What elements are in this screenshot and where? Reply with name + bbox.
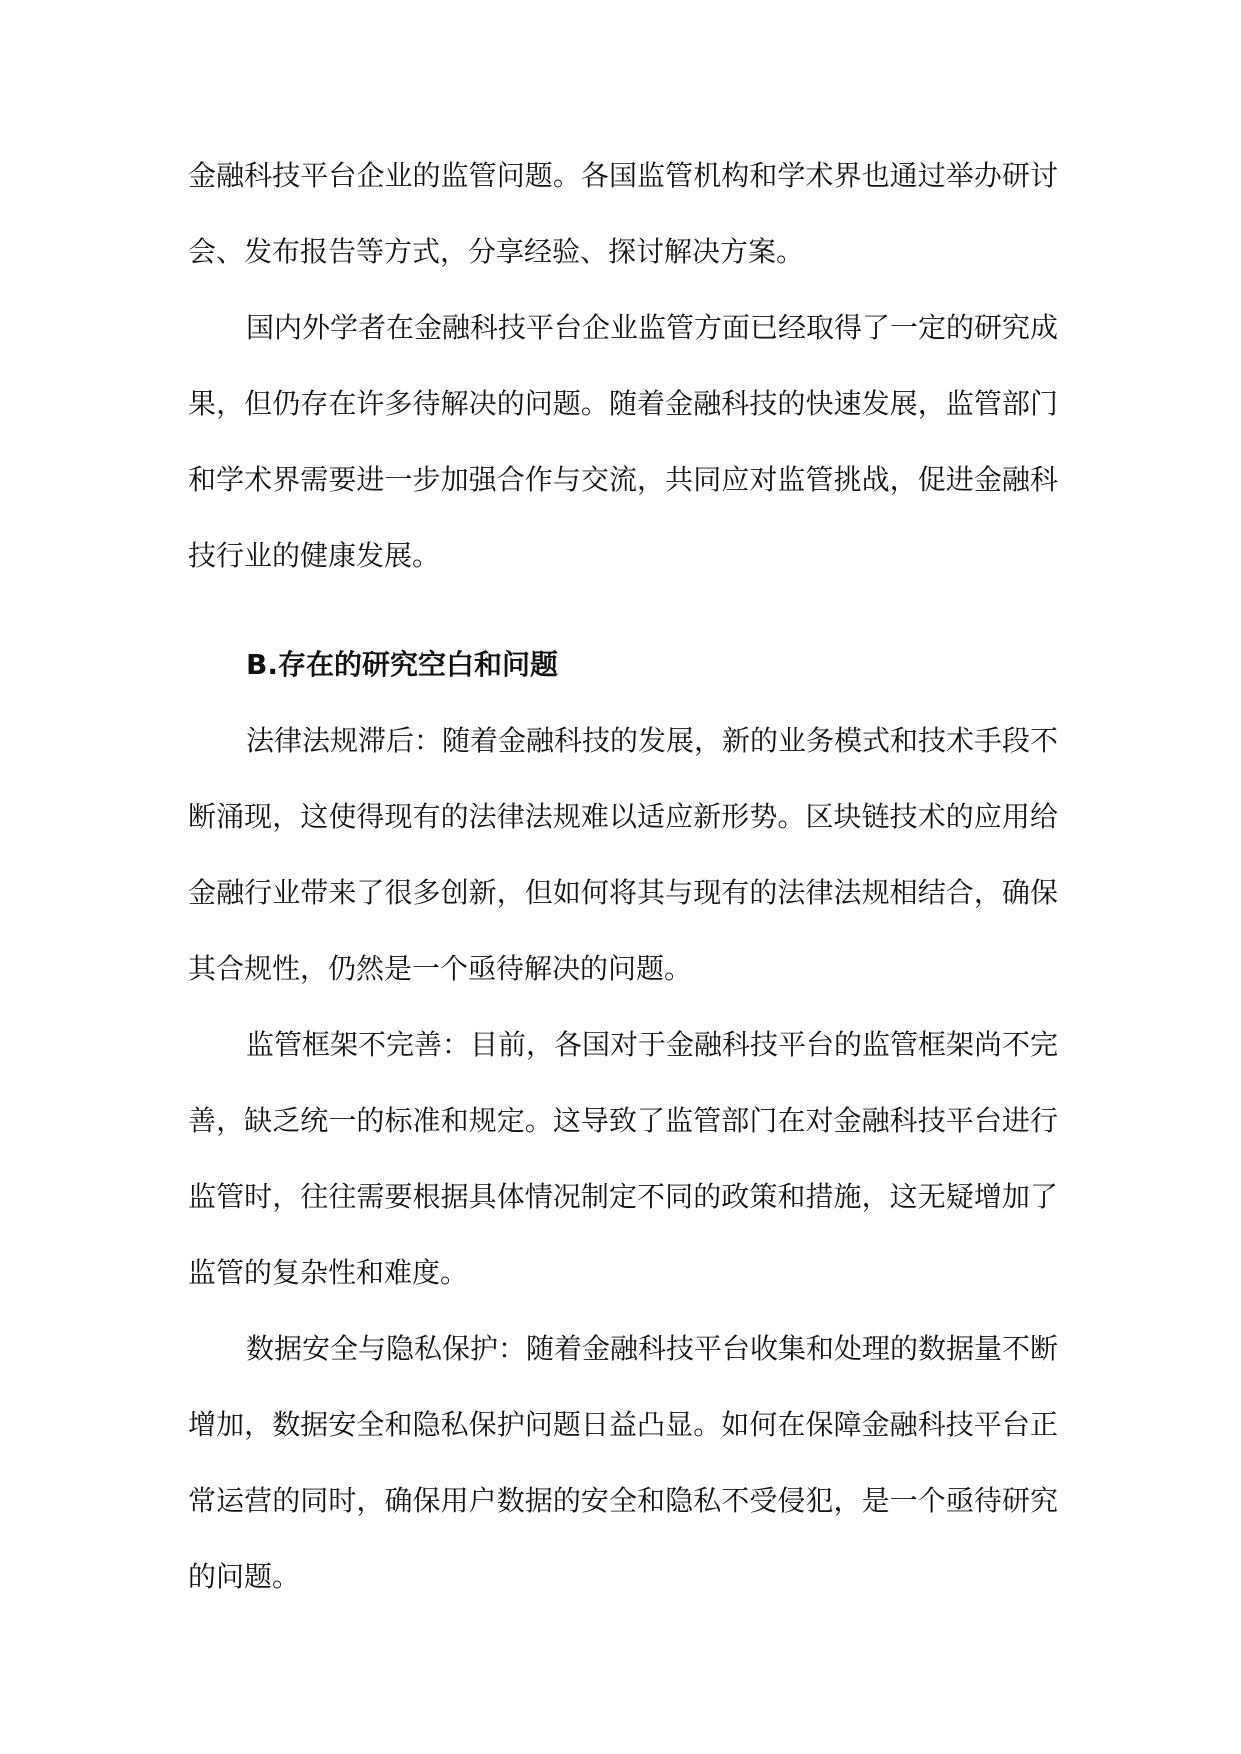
paragraph-legal-lag: 法律法规滞后：随着金融科技的发展，新的业务模式和技术手段不断涌现，这使得现有的法律法规难以适应新形势。区块链技术的应用给金融行业带来了很多创新，但如何将其与现有的法律法规相结合，确保其合规性，仍然是一个亟待解决的问题。: [188, 724, 1059, 985]
paragraph-data-security: 数据安全与隐私保护：随着金融科技平台收集和处理的数据量不断增加，数据安全和隐私保护问题日益凸显。如何在保障金融科技平台正常运营的同时，确保用户数据的安全和隐私不受侵犯，是一个亟待研究的问题。: [188, 1332, 1059, 1593]
section-heading: B.存在的研究空白和问题: [246, 648, 558, 681]
paragraph-regulatory-framework: 监管框架不完善：目前，各国对于金融科技平台的监管框架尚不完善，缺乏统一的标准和规定。这导致了监管部门在对金融科技平台进行监管时，往往需要根据具体情况制定不同的政策和措施，这无疑增加了监管的复杂性和难度。: [188, 1028, 1059, 1289]
paragraph-research-summary: 国内外学者在金融科技平台企业监管方面已经取得了一定的研究成果，但仍存在许多待解决的问题。随着金融科技的快速发展，监管部门和学术界需要进一步加强合作与交流，共同应对监管挑战，促进金融科技行业的健康发展。: [188, 311, 1059, 572]
document-body: [188, 138, 1058, 1615]
paragraph-continuation: 金融科技平台企业的监管问题。各国监管机构和学术界也通过举办研讨会、发布报告等方式，分享经验、探讨解决方案。: [188, 159, 1058, 268]
